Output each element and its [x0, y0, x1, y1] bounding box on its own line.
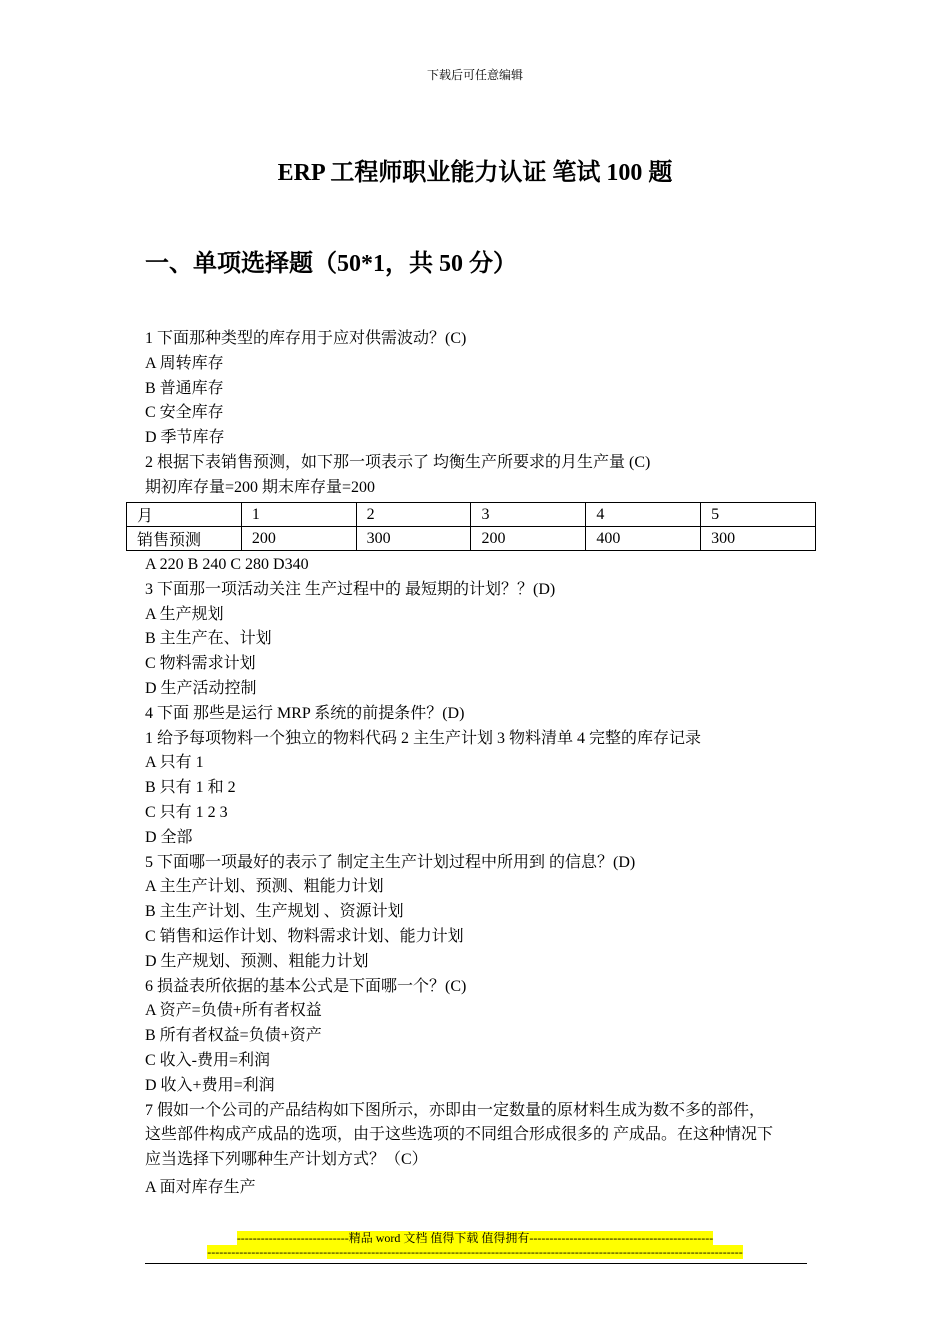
footer-banner-2: [0, 1245, 950, 1260]
table-cell: 4: [586, 503, 701, 527]
text-line: D 生产活动控制: [145, 679, 257, 697]
section-title: 一、单项选择题（50*1，共 50 分）: [145, 251, 517, 277]
table-cell: 1: [241, 503, 356, 527]
text-line: 5 下面哪一项最好的表示了 制定主生产计划过程中所用到 的信息？(D): [145, 853, 636, 871]
text-line: D 全部: [145, 828, 193, 846]
header-note: 下载后可任意编辑: [426, 68, 523, 82]
text-line: C 只有 1 2 3: [145, 803, 228, 821]
footer-banner: [0, 1229, 950, 1246]
text-line: B 只有 1 和 2: [145, 779, 236, 797]
text-line: B 主生产在、计划: [145, 630, 272, 648]
text-line: 应当选择下列哪种生产计划方式？（C）: [145, 1151, 428, 1169]
text-line: 期初库存量=200 期末库存量=200: [145, 478, 376, 496]
question-block-1: [145, 327, 815, 501]
document-title: ERP 工程师职业能力认证 笔试 100 题: [277, 160, 673, 186]
question-block-2: [145, 553, 815, 1173]
text-line: 7 假如一个公司的产品结构如下图所示，亦即由一定数量的原材料生成为数不多的部件，: [145, 1101, 766, 1119]
text-line: B 所有者权益=负债+资产: [145, 1027, 322, 1045]
last-line: A 面对库存生产: [145, 1179, 256, 1196]
text-line: B 主生产计划、生产规划 、资源计划: [145, 903, 404, 921]
table-row: [127, 527, 816, 551]
table-cell: 300: [356, 527, 471, 551]
text-line: C 销售和运作计划、物料需求计划、能力计划: [145, 927, 464, 945]
table-cell: 200: [471, 527, 586, 551]
text-line: B 普通库存: [145, 379, 224, 397]
table-cell: 200: [241, 527, 356, 551]
footer-text: --------------------------------------------------------------------------------------------------------------------------------------: [207, 1245, 743, 1259]
text-line: 4 下面 那些是运行 MRP 系统的前提条件？(D): [145, 704, 465, 722]
text-line: A 周转库存: [145, 354, 224, 372]
text-line: 1 给予每项物料一个独立的物料代码 2 主生产计划 3 物料清单 4 完整的库存记录: [145, 729, 702, 747]
table-cell: 3: [471, 503, 586, 527]
footer-text: ----------------------------精品 word 文档 值得下载 值得拥有----------------------------------------------: [236, 1231, 714, 1245]
text-line: 这些部件构成产成品的选项，由于这些选项的不同组合形成很多的 产成品。在这种情况下: [145, 1126, 774, 1144]
table-cell: 5: [701, 503, 816, 527]
footer-divider: [145, 1263, 807, 1264]
text-line: C 物料需求计划: [145, 655, 256, 673]
table-cell: 300: [701, 527, 816, 551]
table-cell: 2: [356, 503, 471, 527]
text-line: C 安全库存: [145, 404, 224, 422]
text-line: 6 损益表所依据的基本公式是下面哪一个？(C): [145, 977, 467, 995]
text-line: 1 下面那种类型的库存用于应对供需波动？(C): [145, 330, 467, 347]
text-line: A 生产规划: [145, 605, 224, 623]
table-cell: 400: [586, 527, 701, 551]
text-line: A 资产=负债+所有者权益: [145, 1002, 322, 1020]
text-line: C 收入-费用=利润: [145, 1051, 271, 1069]
text-line: A 主生产计划、预测、粗能力计划: [145, 878, 384, 896]
text-line: A 220 B 240 C 280 D340: [145, 556, 309, 573]
text-line: D 收入+费用=利润: [145, 1076, 275, 1094]
text-line: D 生产规划、预测、粗能力计划: [145, 952, 369, 970]
sales-forecast-table: [126, 502, 816, 551]
text-line: 3 下面那一项活动关注 生产过程中的 最短期的计划？？(D): [145, 580, 556, 598]
table-cell: 销售预测: [127, 527, 242, 551]
text-line: A 只有 1: [145, 754, 204, 772]
text-line: D 季节库存: [145, 429, 225, 447]
table-row: [127, 503, 816, 527]
table-cell: 月: [127, 503, 242, 527]
text-line: 2 根据下表销售预测，如下那一项表示了 均衡生产所要求的月生产量 (C): [145, 453, 651, 471]
